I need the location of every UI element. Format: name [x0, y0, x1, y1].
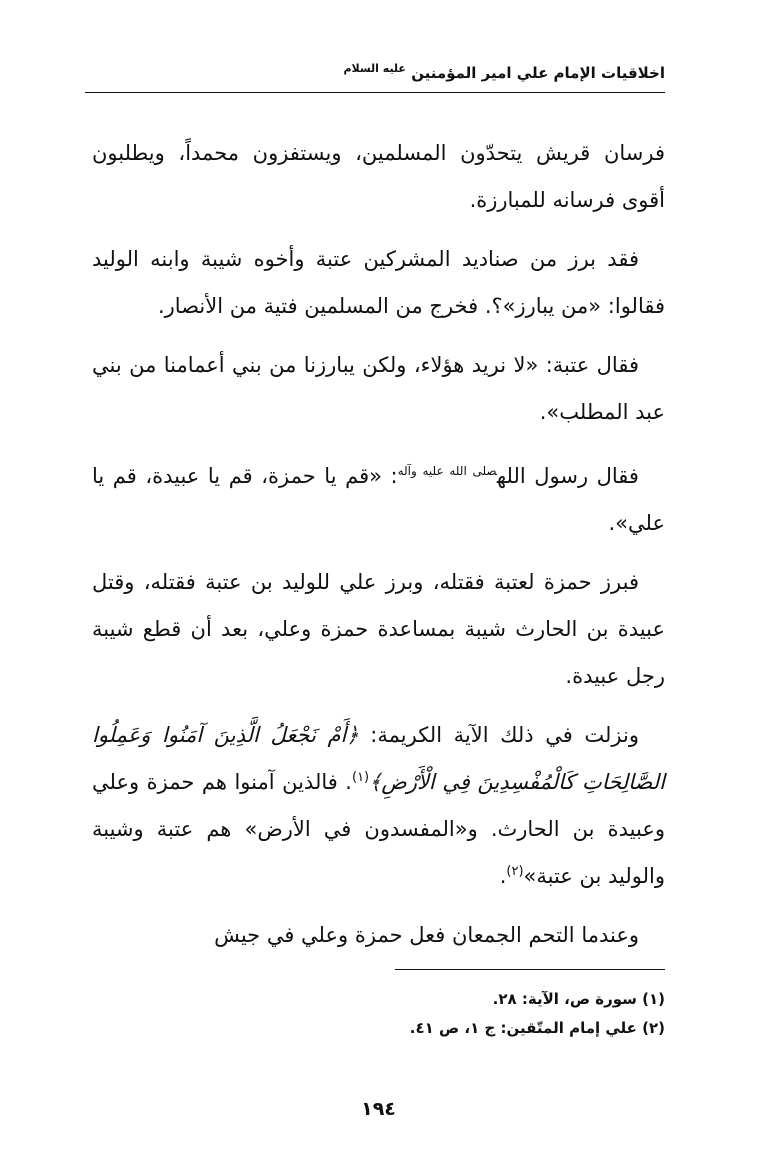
paragraph-5: فبرز حمزة لعتبة فقتله، وبرز علي للوليد بن عتبة فقتله، وقتل عبيدة بن الحارث شيبة بمساعدة حمزة وعلي، بعد أن قطع شيبة رجل عبيدة.: [92, 570, 665, 688]
footnote-1: (١) سورة ص، الآية: ٢٨.: [492, 990, 665, 1008]
paragraph-6-mid: . فالذين آمنوا هم حمزة وعلي وعبيدة بن الحارث. و«المفسدون في الأرض» هم عتبة وشيبة والوليد بن عتبة»: [92, 770, 665, 888]
quran-verse: ﴿أَمْ نَجْعَلُ الَّذِينَ آمَنُوا وَعَمِلُوا الصَّالِحَاتِ كَالْمُفْسِدِينَ فِي الْأَرْضِ﴾: [92, 723, 665, 794]
paragraph-6-start: ونزلت في ذلك الآية الكريمة:: [370, 723, 639, 747]
paragraph-6: [92, 712, 665, 900]
paragraph-6-end: .: [499, 864, 507, 888]
paragraph-2: فقد برز من صناديد المشركين عتبة وأخوه شيبة وابنه الوليد فقالوا: «من يبارز»؟. فخرج من المسلمين فتية من الأنصار.: [92, 247, 665, 318]
paragraph-1: فرسان قريش يتحدّون المسلمين، ويستفزون محمداً، ويطلبون أقوى فرسانه للمبارزة.: [92, 141, 665, 212]
paragraph-4-start: فقال رسول الله: [496, 464, 639, 488]
footnote-2: (٢) علي إمام المتّقين: ج ١، ص ٤١.: [409, 1019, 665, 1037]
header-blessing: عليه السلام: [343, 62, 406, 75]
paragraph-7: وعندما التحم الجمعان فعل حمزة وعلي في جيش: [214, 923, 639, 947]
paragraph-3: فقال عتبة: «لا نريد هؤلاء، ولكن يبارزنا من بني أعمامنا من بني عبد المطلب».: [92, 353, 665, 424]
footnote-ref-1[interactable]: (١): [351, 770, 370, 785]
page-number: ١٩٤: [361, 1098, 396, 1120]
header-title: اخلاقيات الإمام علي امير المؤمنين: [411, 64, 665, 82]
footnote-divider: [395, 969, 665, 970]
body-text: [92, 130, 665, 971]
running-header: [85, 62, 665, 93]
prophet-blessing: صلى الله عليه وآله: [397, 464, 497, 478]
paragraph-4: [92, 448, 665, 547]
footnotes: [92, 985, 665, 1043]
paragraph-4-end: : «قم يا حمزة، قم يا عبيدة، قم يا علي».: [92, 464, 665, 535]
footnote-ref-2[interactable]: (٢): [506, 864, 524, 879]
